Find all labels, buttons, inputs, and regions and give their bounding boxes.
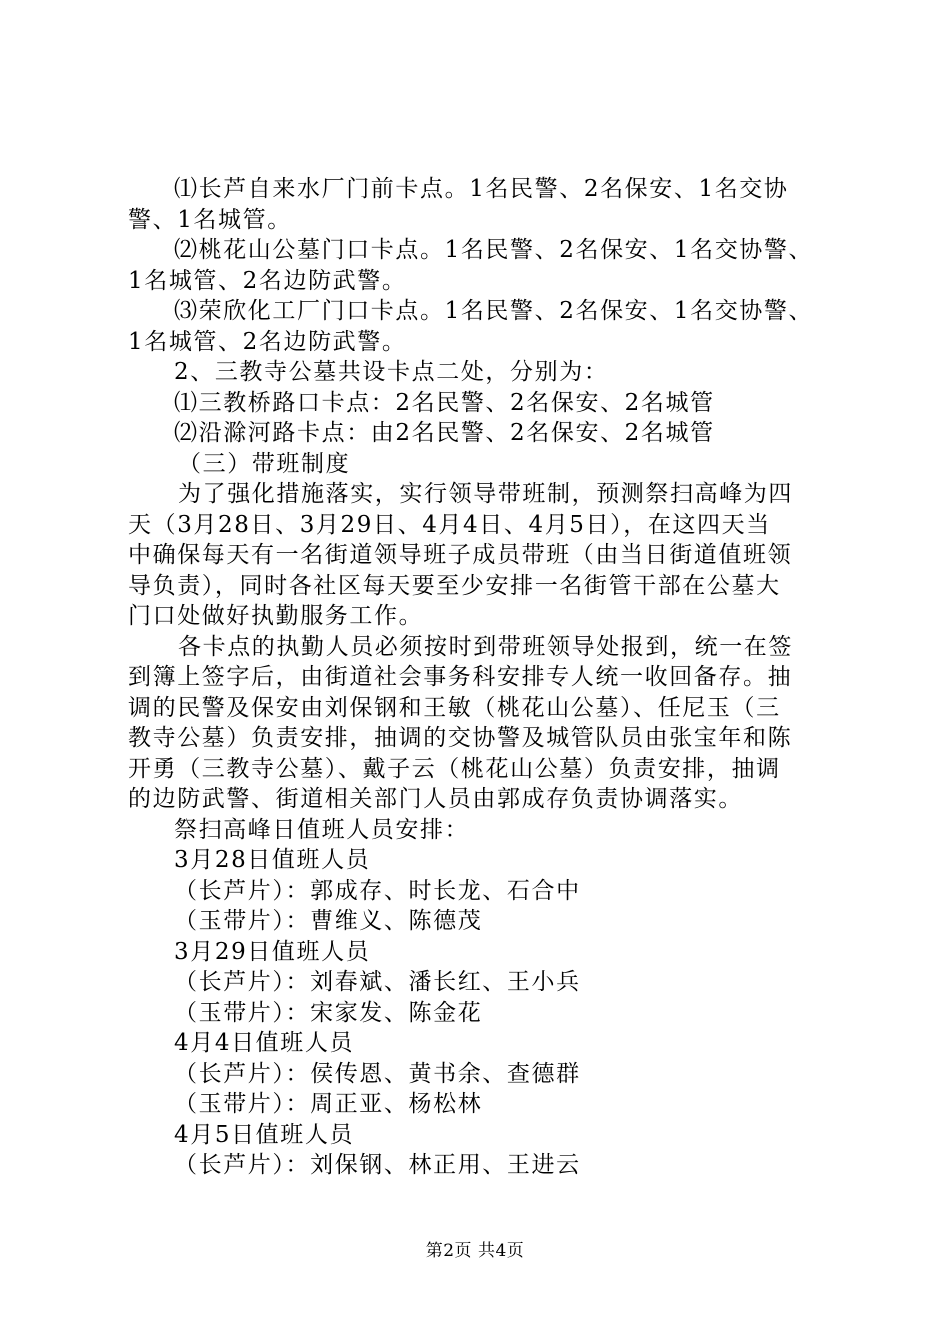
paragraph-line: ⑴三教桥路口卡点：2名民警、2名保安、2名城管 (174, 389, 715, 416)
duty-roster-line: （玉带片）：曹维义、陈德茂 (174, 908, 483, 934)
section-heading: 祭扫高峰日值班人员安排： (174, 816, 470, 843)
duty-date: 3月29日值班人员 (174, 938, 371, 965)
duty-roster-line: （长芦片）：刘春斌、潘长红、王小兵 (174, 969, 581, 995)
paragraph-line: 中确保每天有一名街道领导班子成员带班（由当日街道值班领 (128, 542, 793, 568)
duty-roster-line: （长芦片）：侯传恩、黄书余、查德群 (174, 1060, 581, 1087)
paragraph-line: 到簿上签字后，由街道社会事务科安排专人统一收回备存。抽 (128, 664, 793, 690)
section-heading: 2、三教寺公墓共设卡点二处，分别为： (174, 359, 609, 385)
duty-roster-line: （玉带片）：周正亚、杨松林 (174, 1091, 483, 1117)
paragraph-line: 为了强化措施落实，实行领导带班制，预测祭扫高峰为四 (178, 481, 793, 507)
duty-date: 4月4日值班人员 (174, 1030, 355, 1056)
duty-date: 3月28日值班人员 (174, 847, 371, 873)
paragraph-line: ⑵桃花山公墓门口卡点。1名民警、2名保安、1名交协警、 (174, 237, 814, 263)
duty-roster-line: （长芦片）：郭成存、时长龙、石合中 (174, 877, 581, 904)
paragraph-line: 的边防武警、街道相关部门人员由郭成存负责协调落实。 (128, 786, 743, 812)
paragraph-line: 各卡点的执勤人员必须按时到带班领导处报到，统一在签 (178, 633, 793, 660)
duty-date: 4月5日值班人员 (174, 1121, 355, 1148)
document-body (128, 174, 840, 1181)
paragraph-line: 1名城管、2名边防武警。 (128, 328, 407, 355)
paragraph-line: 开勇（三教寺公墓）、戴子云（桃花山公墓）负责安排，抽调 (128, 755, 781, 782)
paragraph-line: 1名城管、2名边防武警。 (128, 267, 407, 294)
section-heading: （三）带班制度 (178, 450, 351, 477)
duty-roster-line: （玉带片）：宋家发、陈金花 (174, 999, 483, 1026)
paragraph-line: 门口处做好执勤服务工作。 (128, 603, 424, 629)
duty-roster-line: （长芦片）：刘保钢、林正用、王进云 (174, 1152, 581, 1178)
paragraph-line: 调的民警及保安由刘保钢和王敏（桃花山公墓）、任尼玉（三 (128, 694, 781, 721)
paragraph-line: 天（3月28日、3月29日、4月4日、4月5日），在这四天当 (128, 511, 771, 538)
paragraph-line: 教寺公墓）负责安排，抽调的交协警及城管队员由张宝年和陈 (128, 725, 793, 751)
paragraph-line: ⑵沿滁河路卡点：由2名民警、2名保安、2名城管 (174, 420, 715, 446)
paragraph-line: ⑶荣欣化工厂门口卡点。1名民警、2名保安、1名交协警、 (174, 298, 814, 324)
page-number-footer: 第2页 共4页 (425, 1241, 525, 1261)
paragraph-line: 导负责），同时各社区每天要至少安排一名街管干部在公墓大 (128, 572, 781, 599)
paragraph-line: 警、1名城管。 (128, 206, 292, 233)
paragraph-line: ⑴长芦自来水厂门前卡点。1名民警、2名保安、1名交协 (174, 176, 789, 202)
